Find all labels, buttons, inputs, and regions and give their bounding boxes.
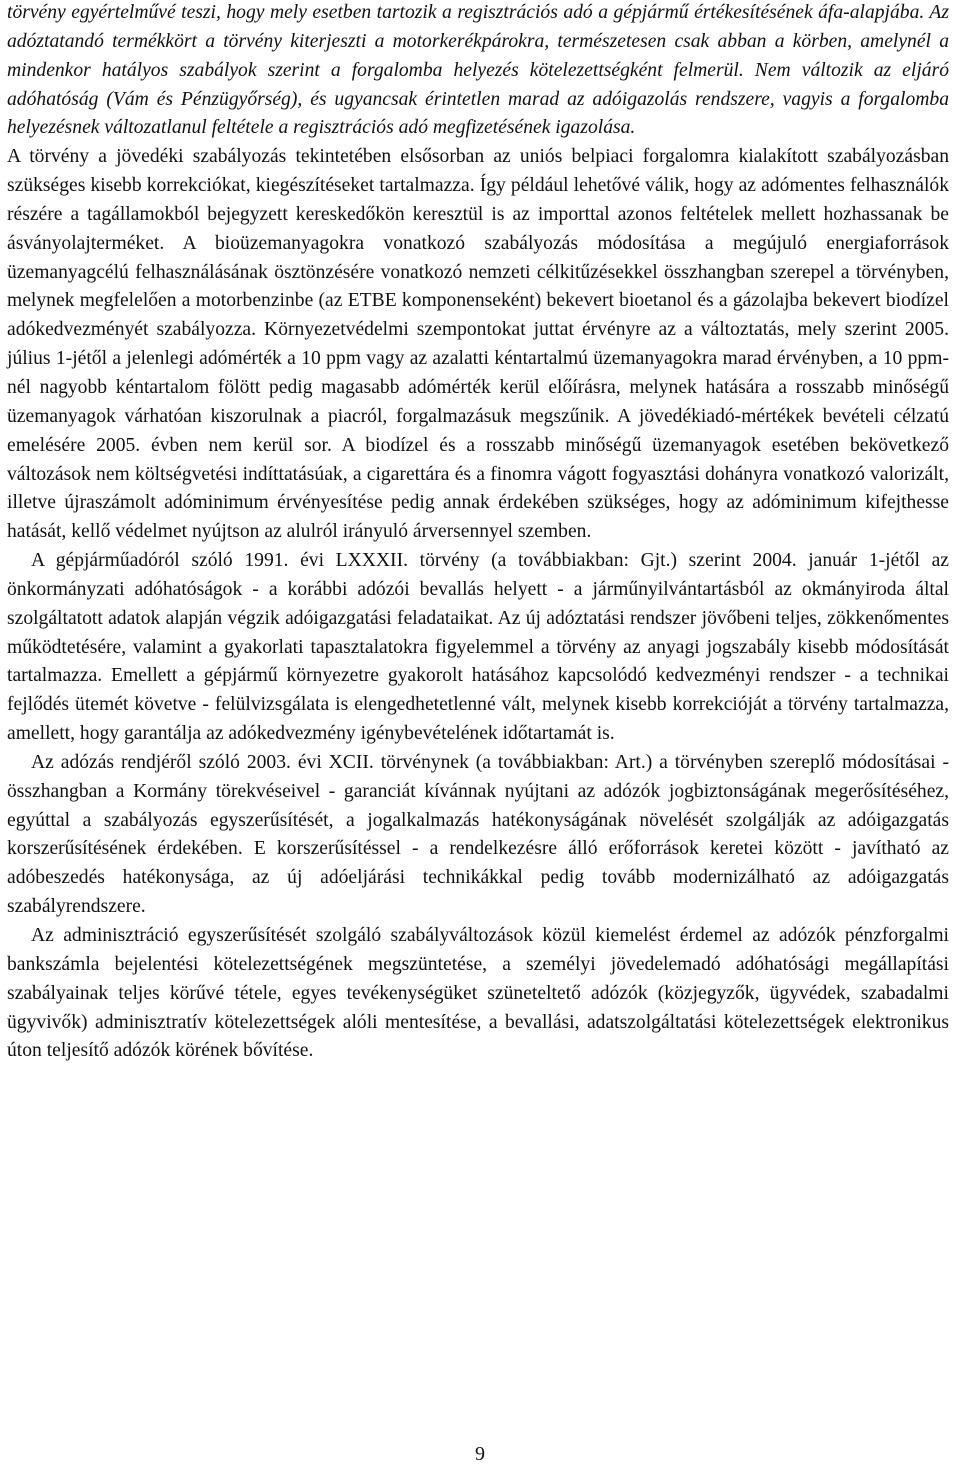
- paragraph-2: [7, 143, 949, 547]
- paragraph-4: [7, 749, 949, 922]
- paragraph-1-italic-text: törvény egyértelművé teszi, hogy mely esetben tartozik a regisztrációs adó a gépjármű értékesítésének áfa-alapjába. Az adóztatandó termékkört a törvény kiterjeszti a motorkerékpárokra, természetesen csak abban a körben, amelynél a mindenkor hatályos szabályok szerint a forgalomba helyezés kötelezettségként felmerül. Nem változik az eljáró adóhatóság (Vám és Pénzügyőrség), és ugyancsak érintetlen marad az adóigazolás rendszere, vagyis a forgalomba helyezésnek változatlanul feltétele a regisztrációs adó megfizetésének igazolása.: [7, 2, 949, 139]
- paragraph-5-text: Az adminisztráció egyszerűsítését szolgáló szabályváltozások közül kiemelést érdemel az adózók pénzforgalmi bankszámla bejelentési kötelezettségének megszüntetése, a személyi jövedelemadó adóhatósági megállapítási szabályainak teljes körűvé tétele, egyes tevékenységüket szüneteltető adózók (közjegyzők, ügyvédek, szabadalmi ügyvivők) adminisztratív kötelezettségek alóli mentesítése, a bevallási, adatszolgáltatási kötelezettségek elektronikus úton teljesítő adózók körének bővítése.: [7, 925, 949, 1062]
- paragraph-3: [7, 547, 949, 749]
- page-number: 9: [475, 1443, 485, 1465]
- paragraph-4-text: Az adózás rendjéről szóló 2003. évi XCII. törvénynek (a továbbiakban: Art.) a törvényben szereplő módosításai - összhangban a Kormány törekvéseivel - garanciát kívánnak nyújtani az adózók jogbiztonságának megerősítéséhez, egyúttal a szabályozás egyszerűsítését, a jogalkalmazás hatékonyságának növelését szolgálják az adóigazgatás korszerűsítésének érdekében. E korszerűsítéssel - a rendelkezésre álló erőforrások keretei között - javítható az adóbeszedés hatékonysága, az új adóeljárási technikákkal pedig tovább modernizálható az adóigazgatás szabályrendszere.: [7, 751, 949, 918]
- paragraph-1: [7, 0, 949, 143]
- paragraph-2-text: A törvény a jövedéki szabályozás tekintetében elsősorban az uniós belpiaci forgalomra kialakított szabályozásban szükséges kisebb korrekciókat, kiegészítéseket tartalmazza. Így például lehetővé válik, hogy az adómentes felhasználók részére a tagállamokból bejegyzett kereskedőkön keresztül is az importtal azonos feltételek mellett hozhassanak be ásványolajterméket. A bioüzemanyagokra vonatkozó szabályozás módosítása a megújuló energiaforrások üzemanyagcélú felhasználásának ösztönzésére vonatkozó nemzeti célkitűzésekkel összhangban szerepel a törvényben, melynek megfelelően a motorbenzinbe (az ETBE komponenseként) bekevert bioetanol és a gázolajba bekevert biodízel adókedvezményét szabályozza. Környezetvédelmi szempontokat juttat érvényre az a változtatás, mely szerint 2005. július 1-jétől a jelenlegi adómérték a 10 ppm vagy az azalatti kéntartalmú üzemanyagokra marad érvényben, a 10 ppm-nél nagyobb kéntartalom fölött pedig magasabb adómérték kerül előírásra, melynek hatására a rosszabb minőségű üzemanyagok várhatóan kiszorulnak a piacról, forgalmazásuk megszűnik. A jövedékiadó-mértékek bevételi célzatú emelésére 2005. évben nem kerül sor. A biodízel és a rosszabb minőségű üzemanyagok esetében bekövetkező változások nem költségvetési indíttatásúak, a cigarettára és a finomra vágott fogyasztási dohányra vonatkozó valorizált, illetve újraszámolt adóminimum érvényesítése pedig annak érdekében szükséges, hogy az adóminimum kifejthesse hatását, kellő védelmet nyújtson az alulról irányuló árversennyel szemben.: [7, 146, 949, 543]
- body-text: [7, 0, 949, 1066]
- paragraph-5: [7, 922, 949, 1066]
- paragraph-3-text: A gépjárműadóról szóló 1991. évi LXXXII. törvény (a továbbiakban: Gjt.) szerint 2004. január 1-jétől az önkormányzati adóhatóságok - a korábbi adózói bevallás helyett - a járműnyilvántartásból az okmányiroda által szolgáltatott adatok alapján végzik adóigazgatási feladataikat. Az új adóztatási rendszer jövőbeni teljes, zökkenőmentes működtetésére, valamint a gyakorlati tapasztalatokra figyelemmel a törvény az anyagi jogszabály kisebb módosítását tartalmazza. Emellett a gépjármű környezetre gyakorolt hatásához kapcsolódó kedvezményi rendszer - a technikai fejlődés ütemét követve - felülvizsgálata is elengedhetetlenné vált, melynek kisebb korrekcióját a törvény tartalmazza, amellett, hogy garantálja az adókedvezmény igénybevételének időtartamát is.: [7, 550, 949, 745]
